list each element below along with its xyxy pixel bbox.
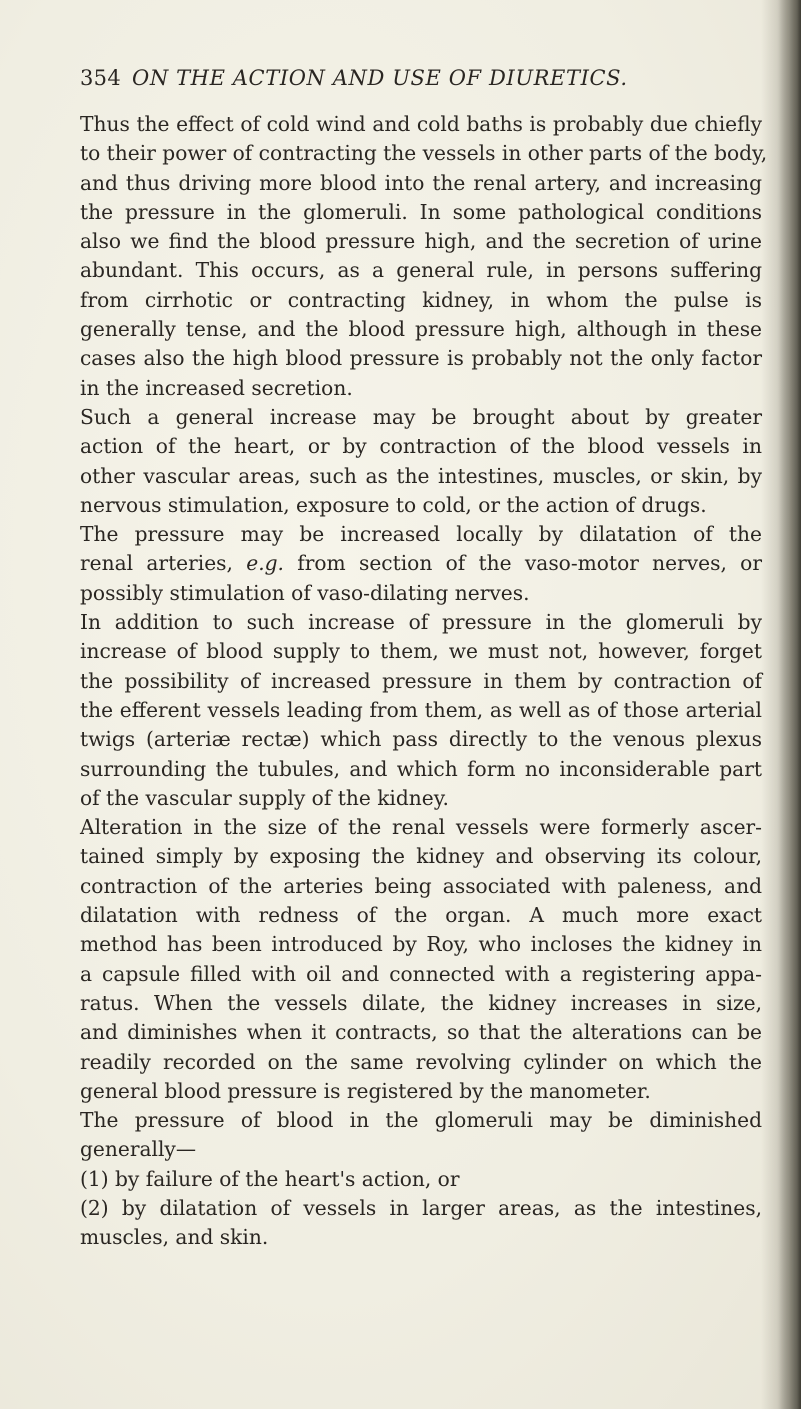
text-line: readily recorded on the same revolving cylinder on which the — [80, 1049, 762, 1074]
text-line: (1) by failure of the heart's action, or — [80, 1166, 460, 1191]
text-line: and thus driving more blood into the renal artery, and increasing — [80, 170, 762, 195]
page-number: 354 — [80, 66, 121, 90]
text-line: generally tense, and the blood pressure high, although in these — [80, 317, 762, 342]
text-line: to their power of contracting the vessels in other parts of the body, — [80, 141, 768, 166]
text-line: contraction of the arteries being associated with paleness, and — [80, 873, 762, 898]
text-line: a capsule filled with oil and connected with a registering appa- — [80, 961, 762, 986]
text-line: The pressure may be increased locally by dilatation of the — [80, 522, 762, 547]
text-line: dilatation with redness of the organ. A much more exact — [80, 903, 762, 928]
text-line: and diminishes when it contracts, so that the alterations can be — [80, 1020, 762, 1045]
paragraph — [80, 520, 762, 608]
text-line: Thus the effect of cold wind and cold baths is probably due chiefly — [80, 112, 762, 136]
text-line: Such a general increase may be brought about by greater — [80, 404, 762, 429]
text-line: In addition to such increase of pressure in the glomeruli by — [80, 610, 762, 635]
text-line: Alteration in the size of the renal vessels were formerly ascer- — [80, 815, 762, 840]
paragraph — [80, 403, 762, 520]
text-line: of the vascular supply of the kidney. — [80, 785, 449, 810]
text-line: action of the heart, or by contraction of the blood vessels in — [80, 434, 762, 459]
text-line: in the increased secretion. — [80, 375, 353, 400]
text-line: generally— — [80, 1137, 197, 1162]
body-text — [80, 110, 768, 1253]
text-line: twigs (arteriæ rectæ) which pass directly to the venous plexus — [80, 727, 762, 752]
paragraph — [80, 110, 768, 403]
paragraph — [80, 813, 762, 1106]
text-line: (2) by dilatation of vessels in larger areas, as the intestines, — [80, 1195, 762, 1220]
text-line: possibly stimulation of vaso-dilating nerves. — [80, 580, 530, 605]
list-item — [80, 1194, 762, 1253]
text-line: increase of blood supply to them, we must not, however, forget — [80, 639, 762, 664]
text-line: surrounding the tubules, and which form no inconsiderable part — [80, 756, 762, 781]
text-line: also we find the blood pressure high, and the secretion of urine — [80, 229, 762, 254]
list-item — [80, 1165, 762, 1194]
text-line: the pressure in the glomeruli. In some pathological conditions — [80, 199, 762, 224]
text-line: renal arteries, e.g. from section of the vaso-motor nerves, or — [80, 551, 762, 576]
text-line: general blood pressure is registered by the manometer. — [80, 1078, 651, 1103]
italic-abbreviation: e.g. — [246, 551, 284, 576]
text-line: the efferent vessels leading from them, as well as of those arterial — [80, 697, 762, 722]
text-line: muscles, and skin. — [80, 1225, 269, 1250]
text-line: nervous stimulation, exposure to cold, or the action of drugs. — [80, 492, 707, 517]
paragraph — [80, 608, 762, 813]
text-line: ratus. When the vessels dilate, the kidney increases in size, — [80, 990, 762, 1015]
running-head: ON THE ACTION AND USE OF DIURETICS. — [132, 66, 628, 90]
text-line: other vascular areas, such as the intestines, muscles, or skin, by — [80, 463, 762, 488]
page-header — [80, 66, 700, 96]
text-line: tained simply by exposing the kidney and observing its colour, — [80, 844, 762, 869]
text-line: cases also the high blood pressure is probably not the only factor — [80, 346, 762, 371]
text-line: from cirrhotic or contracting kidney, in whom the pulse is — [80, 287, 762, 312]
text-line: method has been introduced by Roy, who incloses the kidney in — [80, 932, 762, 957]
text-line: the possibility of increased pressure in them by contraction of — [80, 668, 762, 693]
page-edge-shadow — [779, 0, 801, 1409]
paragraph — [80, 1106, 762, 1165]
text-line: The pressure of blood in the glomeruli may be diminished — [80, 1108, 762, 1133]
text-line: abundant. This occurs, as a general rule, in persons suffering — [80, 258, 762, 283]
